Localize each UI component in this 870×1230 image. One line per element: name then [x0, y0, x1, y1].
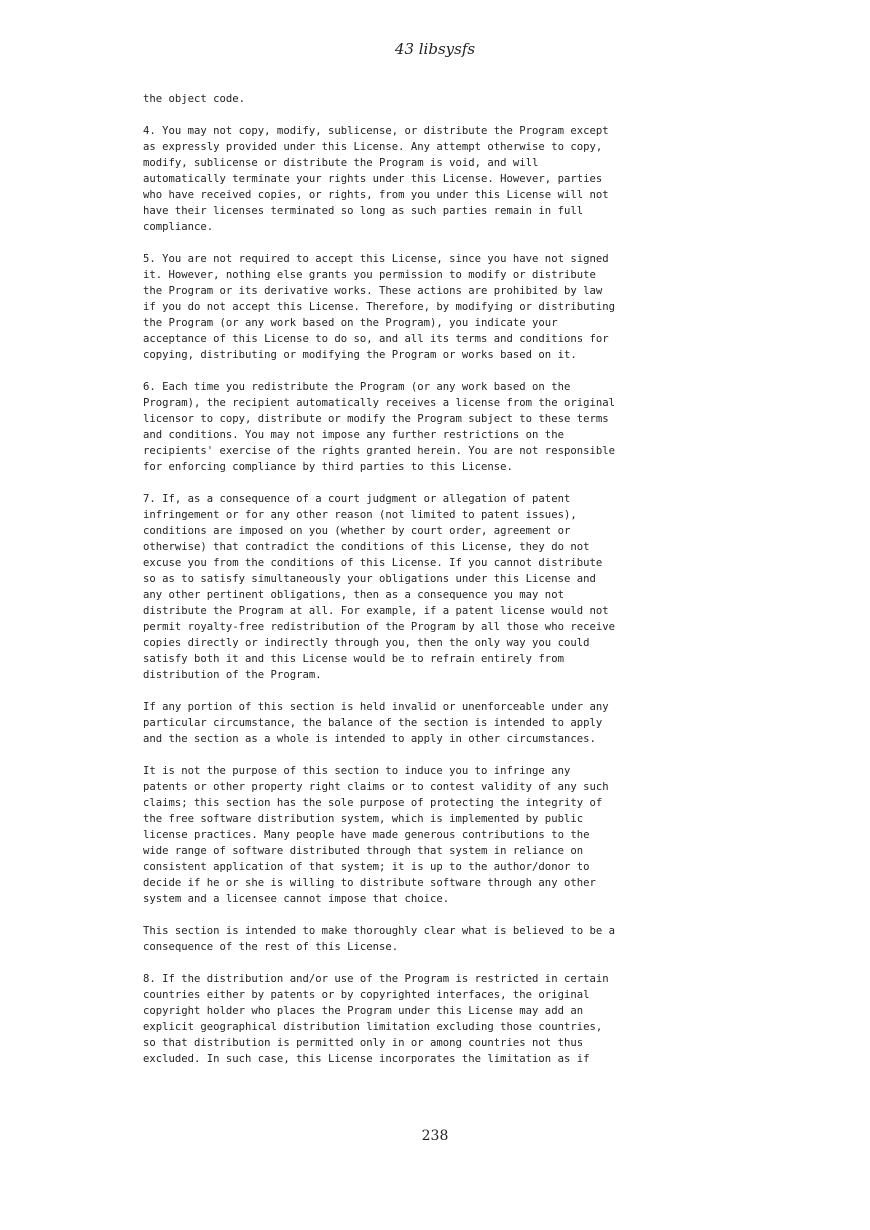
- paragraph-section-7-purpose: It is not the purpose of this section to induce you to infringe any patents or other property right claims or to contest validity of any such claims; this section has the sole purpose of protecting the integrity of the free software distribution system, which is implemented by public license practices. Many people have made generous contributions to the wide range of software distributed through that system in reliance on consistent application of that system; it is up to the author/donor to decide if he or she is willing to distribute software through any other system and a licensee cannot impose that choice.: [143, 765, 609, 905]
- paragraph-section-8: 8. If the distribution and/or use of the Program is restricted in certain countries either by patents or by copyrighted interfaces, the original copyright holder who places the Program under this License may add an explicit geographical distribution limitation excluding those countries, so that distribution is permitted only in or among countries not thus excluded. In such case, this License incorporates the limitation as if: [143, 973, 609, 1065]
- paragraph-section-5: 5. You are not required to accept this License, since you have not signed it. However, nothing else grants you permission to modify or distribute the Program or its derivative works. These actions are prohibited by law if you do not accept this License. Therefore, by modifying or distributing the Program (or any work based on the Program), you indicate your acceptance of this License to do so, and all its terms and conditions for copying, distributing or modifying the Program or works based on it.: [143, 253, 615, 361]
- paragraph-object-code: the object code.: [143, 93, 246, 105]
- page-number: 238: [421, 1128, 449, 1144]
- paragraph-section-4: 4. You may not copy, modify, sublicense, or distribute the Program except as expressly provided under this License. Any attempt otherwise to copy, modify, sublicense or distribute the Program is void, and will automatically terminate your rights under this License. However, parties who have received copies, or rights, from you under this License will not have their licenses terminated so long as such parties remain in full compliance.: [143, 125, 609, 233]
- paragraph-section-7-invalid-portion: If any portion of this section is held invalid or unenforceable under any particular circumstance, the balance of the section is intended to apply and the section as a whole is intended to apply in other circumstances.: [143, 701, 609, 745]
- license-text-body: [143, 91, 843, 1083]
- paragraph-section-6: 6. Each time you redistribute the Program (or any work based on the Program), the recipient automatically receives a license from the original licensor to copy, distribute or modify the Program subject to these terms and conditions. You may not impose any further restrictions on the recipients' exercise of the rights granted herein. You are not responsible for enforcing compliance by third parties to this License.: [143, 381, 615, 473]
- paragraph-section-7: 7. If, as a consequence of a court judgment or allegation of patent infringement or for any other reason (not limited to patent issues), conditions are imposed on you (whether by court order, agreement or otherwise) that contradict the conditions of this License, they do not excuse you from the conditions of this License. If you cannot distribute so as to satisfy simultaneously your obligations under this License and any other pertinent obligations, then as a consequence you may not distribute the Program at all. For example, if a patent license would not permit royalty-free redistribution of the Program by all those who receive copies directly or indirectly through you, then the only way you could satisfy both it and this License would be to refrain entirely from distribution of the Program.: [143, 493, 615, 681]
- running-header: 43 libsysfs: [394, 40, 476, 58]
- paragraph-section-7-clarification: This section is intended to make thoroughly clear what is believed to be a consequence of the rest of this License.: [143, 925, 615, 953]
